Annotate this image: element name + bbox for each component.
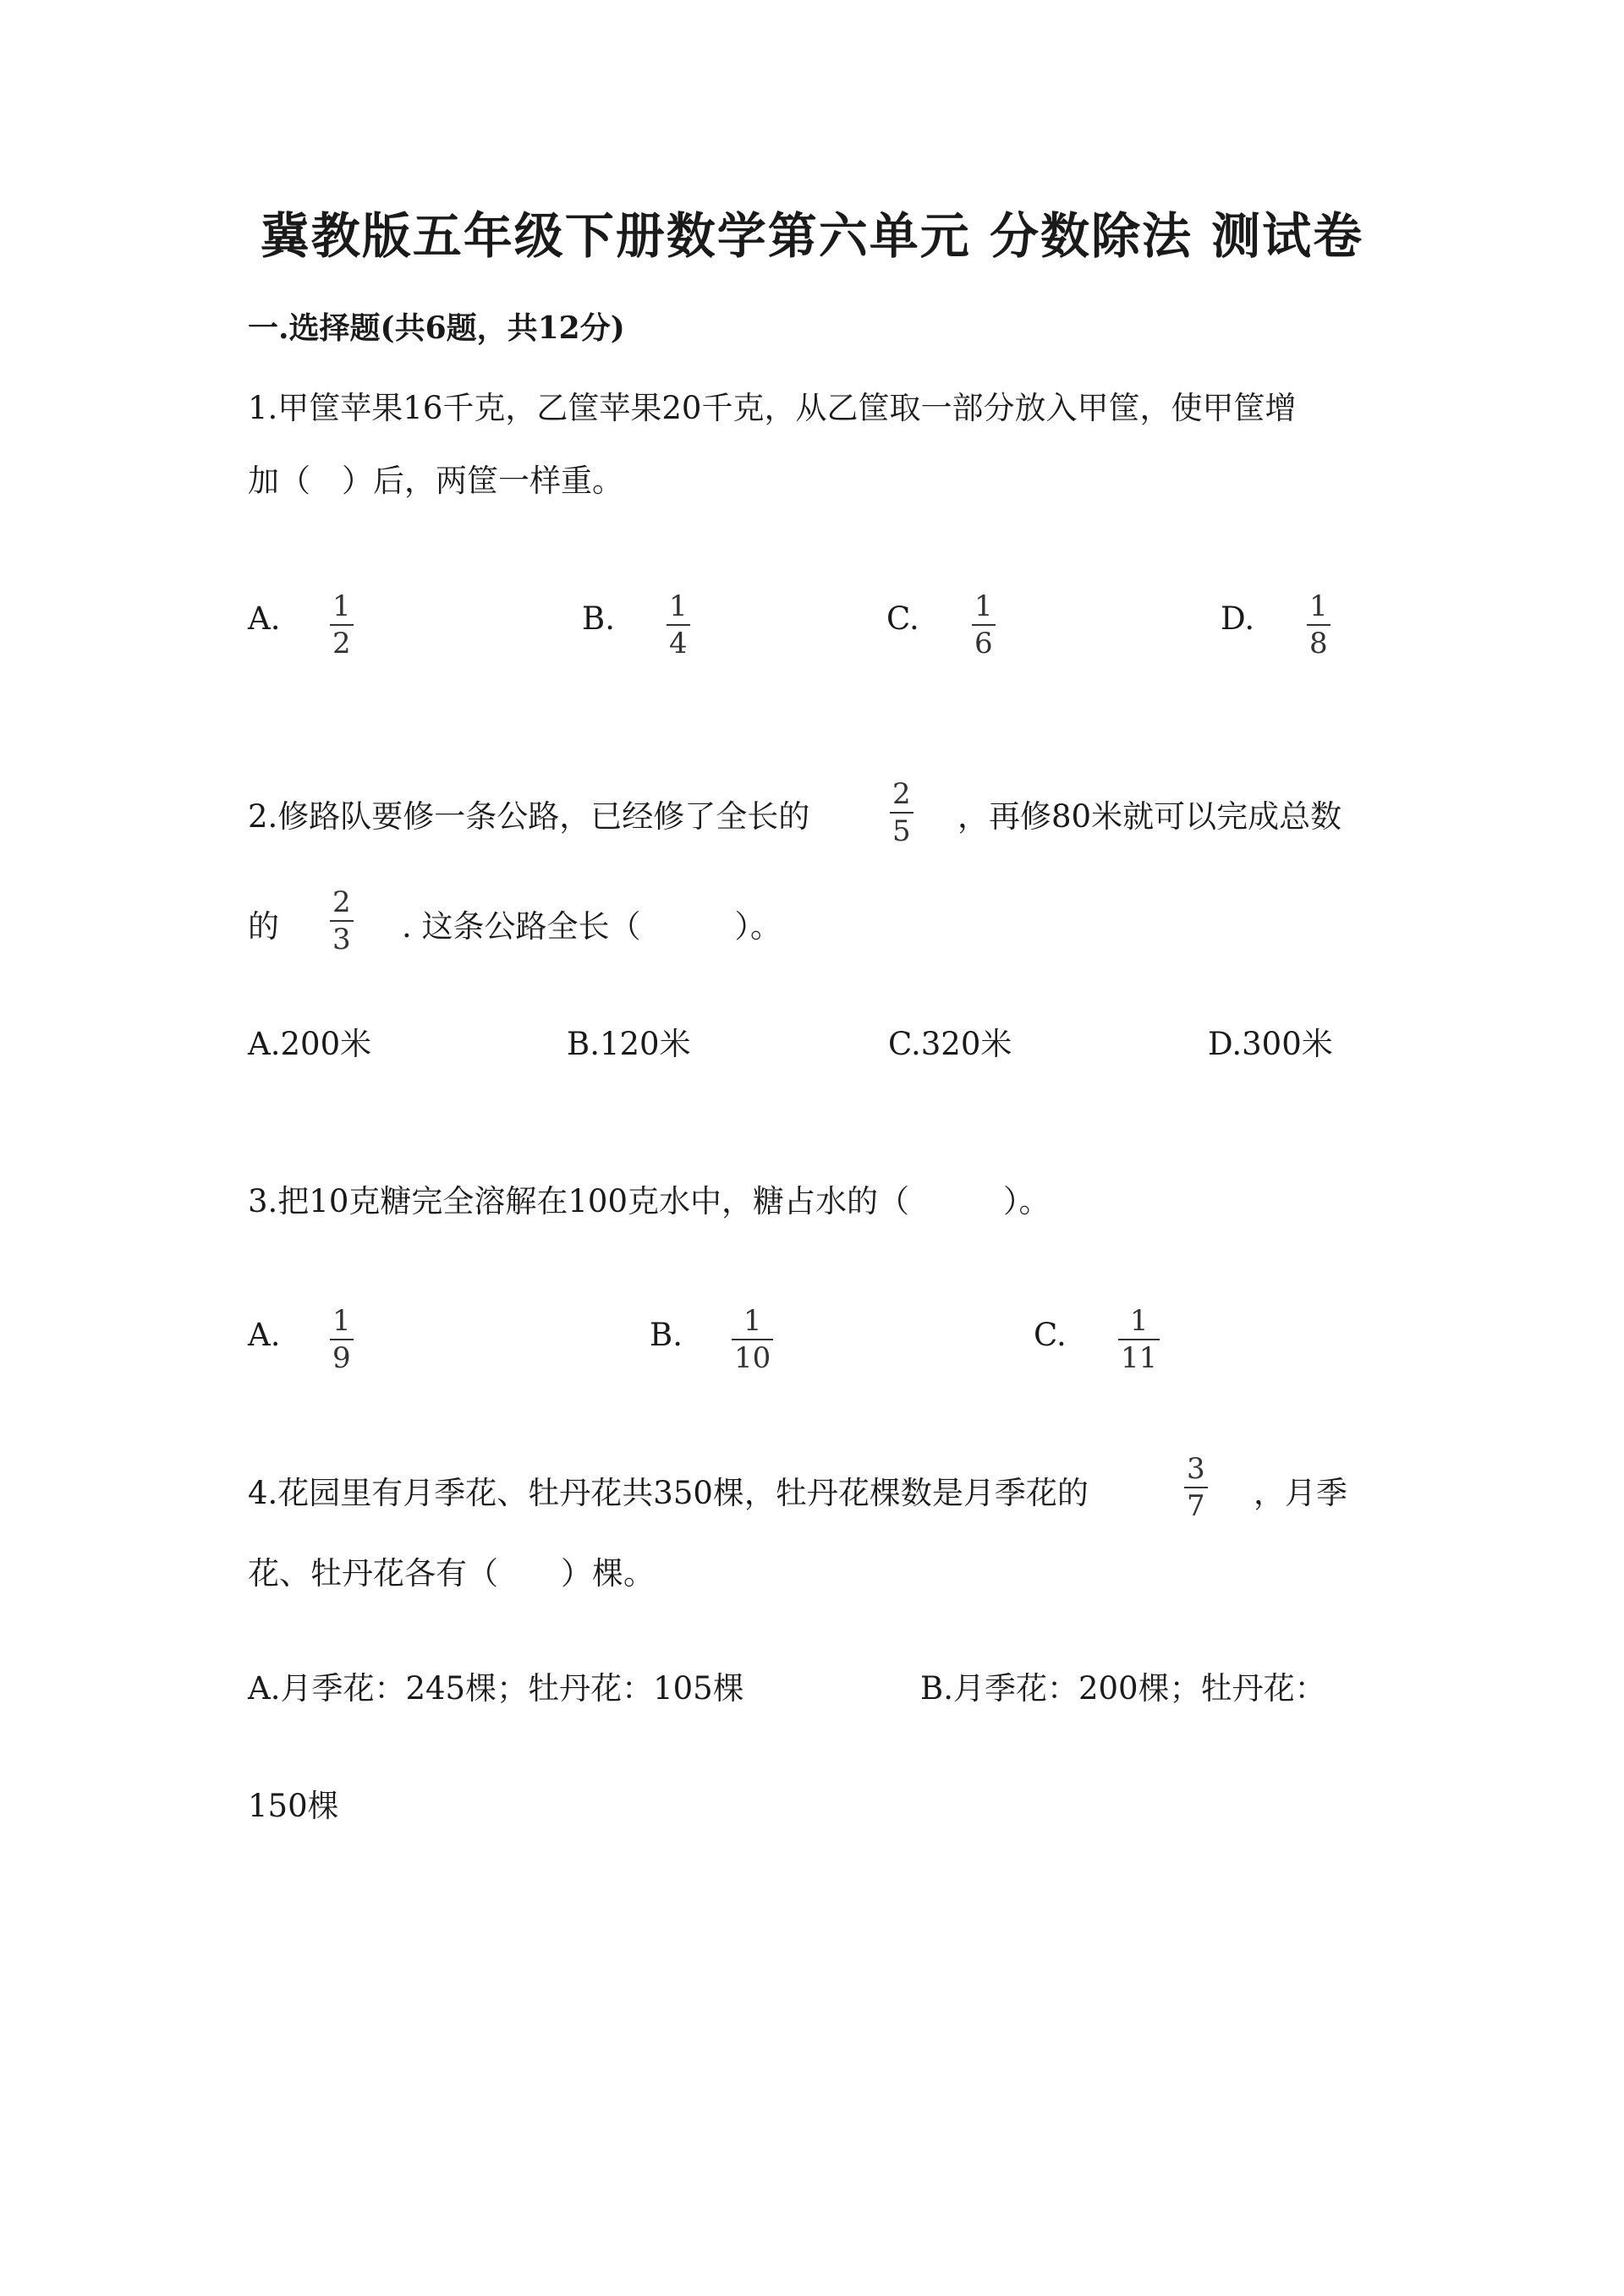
question-2-line-1b: ，再修80米就可以完成总数 <box>957 798 1342 835</box>
page-title: 冀教版五年级下册数学第六单元 分数除法 测试卷 <box>260 207 1364 265</box>
q1-option-a-label: A. <box>248 600 281 637</box>
q4-option-a: A.月季花：245棵；牡丹花：105棵 <box>248 1670 744 1707</box>
q3-option-a-fraction: 1 9 <box>330 1307 354 1373</box>
q1-option-a-fraction: 1 2 <box>330 592 354 658</box>
q3-option-c-label: C. <box>1034 1317 1067 1353</box>
q1-option-c-label: C. <box>886 600 919 637</box>
question-4-line-1a: 4.花园里有月季花、牡丹花共350棵，牡丹花棵数是月季花的 <box>248 1475 1089 1511</box>
q3-option-c-fraction: 1 11 <box>1118 1307 1160 1373</box>
q3-option-a-label: A. <box>248 1317 281 1353</box>
q2-option-d: D.300米 <box>1208 1026 1333 1062</box>
q2-fraction-two-fifths: 2 5 <box>890 780 914 846</box>
q2-fraction-two-thirds: 2 3 <box>330 888 354 954</box>
q4-option-b: B.月季花：200棵；牡丹花： <box>920 1670 1326 1707</box>
q4-option-b-continued: 150棵 <box>248 1788 339 1824</box>
q2-option-c: C.320米 <box>888 1026 1012 1062</box>
question-4-line-1b: ，月季 <box>1254 1475 1347 1511</box>
q3-option-b-fraction: 1 10 <box>732 1307 773 1373</box>
question-2-line-1a: 2.修路队要修一条公路，已经修了全长的 <box>248 798 810 835</box>
question-1-line-2: 加（ ）后，两筐一样重。 <box>248 463 623 499</box>
q4-fraction-three-sevenths: 3 7 <box>1184 1455 1208 1521</box>
question-2-line-2b: . 这条公路全长（ ）。 <box>402 908 782 945</box>
q2-option-b: B.120米 <box>567 1026 691 1062</box>
q1-option-c-fraction: 1 6 <box>972 592 996 658</box>
q1-option-d-fraction: 1 8 <box>1307 592 1330 658</box>
question-2-line-2a: 的 <box>248 908 279 945</box>
question-3-text: 3.把10克糖完全溶解在100克水中，糖占水的（ ）。 <box>248 1183 1051 1219</box>
q2-option-a: A.200米 <box>248 1026 372 1062</box>
question-4-line-2: 花、牡丹花各有（ ）棵。 <box>248 1555 655 1592</box>
q1-option-d-label: D. <box>1221 600 1255 637</box>
section-heading: 一.选择题(共6题，共12分) <box>248 310 625 346</box>
q1-option-b-label: B. <box>582 600 615 637</box>
q1-option-b-fraction: 1 4 <box>667 592 690 658</box>
q3-option-b-label: B. <box>650 1317 683 1353</box>
question-1-line-1: 1.甲筐苹果16千克，乙筐苹果20千克，从乙筐取一部分放入甲筐，使甲筐增 <box>248 390 1297 426</box>
